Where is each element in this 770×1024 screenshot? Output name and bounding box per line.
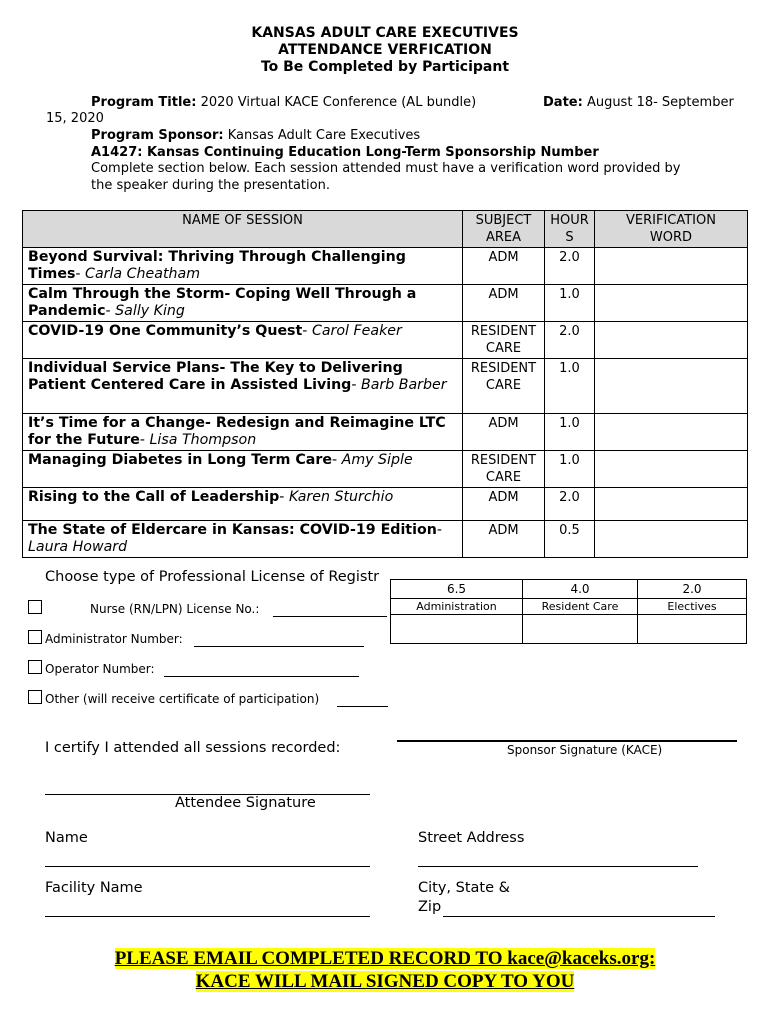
instructions-line-1: Complete section below. Each session attended must have a verification word provided by bbox=[91, 161, 681, 176]
header-line-2: ATTENDANCE VERFICATION bbox=[278, 42, 492, 58]
session-area: ADM bbox=[463, 285, 545, 322]
session-name: Beyond Survival: Thriving Through Challenging Times- Carla Cheatham bbox=[23, 248, 463, 285]
admin-entry-cell[interactable] bbox=[391, 615, 523, 644]
footer-mail-notice: KACE WILL MAIL SIGNED COPY TO YOU bbox=[195, 971, 575, 992]
zip-label: Zip bbox=[418, 899, 442, 915]
session-area: RESIDENT CARE bbox=[463, 359, 545, 414]
session-row bbox=[23, 488, 748, 521]
resident-care-entry-cell[interactable] bbox=[523, 615, 638, 644]
date-value: August 18- September bbox=[586, 95, 734, 110]
license-prompt: Choose type of Professional License of Registr bbox=[45, 569, 380, 585]
session-row bbox=[23, 285, 748, 322]
hours-summary-table bbox=[390, 579, 747, 644]
resident-care-label: Resident Care bbox=[523, 599, 638, 615]
session-table bbox=[22, 210, 748, 558]
attendee-signature-label: Attendee Signature bbox=[175, 795, 316, 811]
header-hours: HOUR S bbox=[545, 211, 595, 248]
session-name: Individual Service Plans- The Key to Delivering Patient Centered Care in Assisted Living- Barb Barber bbox=[23, 359, 463, 414]
footer-line-2-wrap bbox=[0, 971, 770, 993]
other-label: Other (will receive certificate of participation) bbox=[45, 692, 320, 706]
session-area: ADM bbox=[463, 488, 545, 521]
instructions-line-2: the speaker during the presentation. bbox=[91, 178, 330, 193]
session-area: RESIDENT CARE bbox=[463, 451, 545, 488]
session-name: It’s Time for a Change- Redesign and Reimagine LTC for the Future- Lisa Thompson bbox=[23, 414, 463, 451]
session-table-header bbox=[23, 211, 748, 248]
operator-checkbox[interactable] bbox=[28, 659, 42, 678]
attendee-signature-line[interactable] bbox=[45, 780, 370, 795]
name-label: Name bbox=[45, 830, 88, 846]
city-state-label: City, State & bbox=[418, 880, 510, 896]
street-address-label: Street Address bbox=[418, 830, 525, 846]
date-label: Date: bbox=[543, 95, 583, 110]
electives-entry-cell[interactable] bbox=[638, 615, 747, 644]
name-field[interactable] bbox=[45, 852, 370, 867]
verification-word-input[interactable] bbox=[595, 359, 748, 414]
session-hours: 2.0 bbox=[545, 322, 595, 359]
header-line-3: To Be Completed by Participant bbox=[260, 59, 510, 75]
date-value-cont: 15, 2020 bbox=[46, 111, 104, 126]
admin-label: Administration bbox=[391, 599, 523, 615]
nurse-label: Nurse (RN/LPN) License No.: bbox=[90, 602, 260, 616]
footer-email-instruction: PLEASE EMAIL COMPLETED RECORD TO kace@kaceks.org: bbox=[114, 948, 656, 969]
sponsorship-number: A1427: Kansas Continuing Education Long-Term Sponsorship Number bbox=[91, 145, 599, 160]
sponsor-signature-line[interactable] bbox=[397, 740, 737, 742]
session-row bbox=[23, 359, 748, 414]
program-title-row bbox=[91, 95, 476, 112]
facility-name-field[interactable] bbox=[45, 902, 370, 917]
verification-word-input[interactable] bbox=[595, 521, 748, 558]
session-row bbox=[23, 322, 748, 359]
city-state-zip-field[interactable] bbox=[443, 902, 715, 917]
date-row bbox=[543, 95, 734, 112]
session-hours: 2.0 bbox=[545, 248, 595, 285]
administrator-number-field[interactable] bbox=[194, 633, 364, 647]
header-subject-area: SUBJECT AREA bbox=[463, 211, 545, 248]
session-name: The State of Eldercare in Kansas: COVID-19 Edition- Laura Howard bbox=[23, 521, 463, 558]
other-field[interactable] bbox=[337, 693, 388, 707]
program-title-label: Program Title: bbox=[91, 95, 197, 110]
session-name: Rising to the Call of Leadership- Karen Sturchio bbox=[23, 488, 463, 521]
session-name: COVID-19 One Community’s Quest- Carol Feaker bbox=[23, 322, 463, 359]
admin-hours-total: 6.5 bbox=[391, 580, 523, 599]
verification-word-input[interactable] bbox=[595, 248, 748, 285]
session-hours: 1.0 bbox=[545, 451, 595, 488]
verification-word-input[interactable] bbox=[595, 322, 748, 359]
session-area: RESIDENT CARE bbox=[463, 322, 545, 359]
session-hours: 1.0 bbox=[545, 414, 595, 451]
header-name-of-session: NAME OF SESSION bbox=[23, 211, 463, 248]
session-row bbox=[23, 451, 748, 488]
sponsor-value: Kansas Adult Care Executives bbox=[227, 128, 421, 143]
facility-name-label: Facility Name bbox=[45, 880, 143, 896]
sponsor-label: Program Sponsor: bbox=[91, 128, 224, 143]
session-hours: 2.0 bbox=[545, 488, 595, 521]
other-checkbox[interactable] bbox=[28, 689, 42, 708]
electives-hours-total: 2.0 bbox=[638, 580, 747, 599]
verification-word-input[interactable] bbox=[595, 285, 748, 322]
sponsor-row bbox=[91, 128, 420, 145]
session-hours: 0.5 bbox=[545, 521, 595, 558]
session-hours: 1.0 bbox=[545, 285, 595, 322]
session-row bbox=[23, 414, 748, 451]
nurse-checkbox[interactable] bbox=[28, 599, 42, 618]
session-area: ADM bbox=[463, 521, 545, 558]
session-name: Calm Through the Storm- Coping Well Through a Pandemic- Sally King bbox=[23, 285, 463, 322]
session-name: Managing Diabetes in Long Term Care- Amy Siple bbox=[23, 451, 463, 488]
electives-label: Electives bbox=[638, 599, 747, 615]
session-row bbox=[23, 248, 748, 285]
verification-word-input[interactable] bbox=[595, 488, 748, 521]
operator-label: Operator Number: bbox=[45, 662, 155, 676]
operator-number-field[interactable] bbox=[164, 663, 359, 677]
program-title: 2020 Virtual KACE Conference (AL bundle) bbox=[200, 95, 477, 110]
street-address-field[interactable] bbox=[418, 852, 698, 867]
session-area: ADM bbox=[463, 414, 545, 451]
header-line-1: KANSAS ADULT CARE EXECUTIVES bbox=[251, 25, 519, 41]
certify-statement: I certify I attended all sessions recorded: bbox=[45, 740, 341, 756]
nurse-license-field[interactable] bbox=[273, 603, 387, 617]
session-row bbox=[23, 521, 748, 558]
session-area: ADM bbox=[463, 248, 545, 285]
resident-care-hours-total: 4.0 bbox=[523, 580, 638, 599]
session-hours: 1.0 bbox=[545, 359, 595, 414]
verification-word-input[interactable] bbox=[595, 451, 748, 488]
footer-line-1-wrap bbox=[0, 948, 770, 970]
verification-word-input[interactable] bbox=[595, 414, 748, 451]
header-verification-word: VERIFICATION WORD bbox=[595, 211, 748, 248]
administrator-checkbox[interactable] bbox=[28, 629, 42, 648]
sponsor-signature-label: Sponsor Signature (KACE) bbox=[507, 743, 663, 757]
administrator-label: Administrator Number: bbox=[45, 632, 183, 646]
